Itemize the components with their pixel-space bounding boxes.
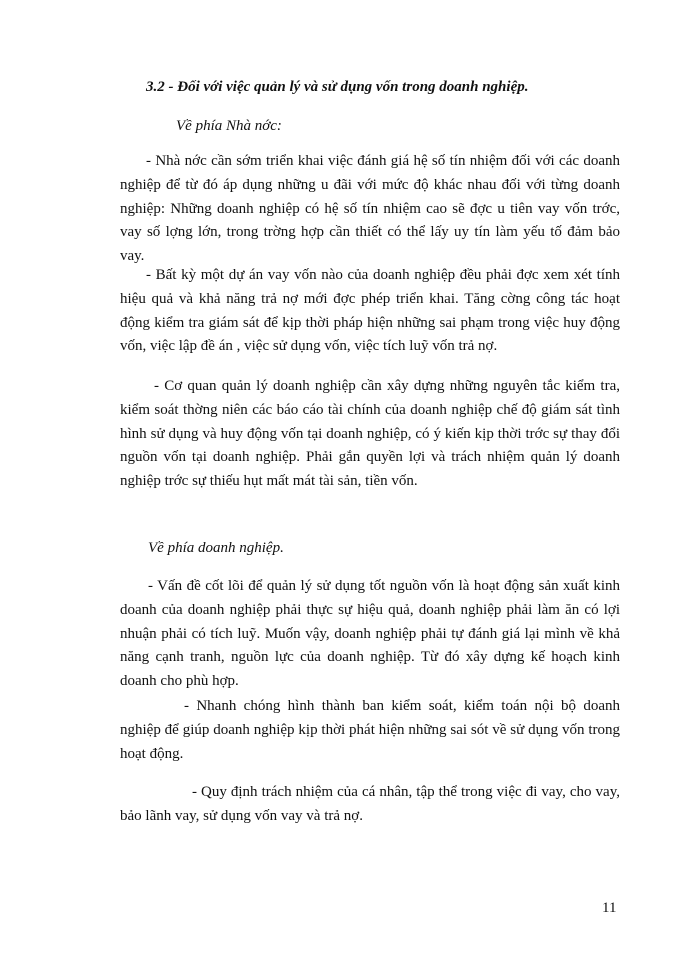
paragraph-enterprise-2: - Nhanh chóng hình thành ban kiểm soát, kiểm toán nội bộ doanh nghiệp để giúp doanh nghiệp kịp thời phát hiện những sai sót về sử dụng vốn trong hoạt động. xyxy=(120,698,620,762)
page-number: 11 xyxy=(602,900,617,916)
section-heading: 3.2 - Đối với việc quản lý và sử dụng vốn trong doanh nghiệp. xyxy=(146,79,529,95)
paragraph-enterprise-1: - Vấn đề cốt lõi để quản lý sử dụng tốt nguồn vốn là hoạt động sản xuất kinh doanh của doanh nghiệp phải thực sự hiệu quả, doanh nghiệp phải làm ăn có lợi nhuận phải có tích luỹ. Muốn vậy, doanh nghiệp phải tự đánh giá lại mình về khả năng cạnh tranh, nguồn lực của doanh nghiệp. Từ đó xây dựng kế hoạch kinh doanh cho phù hợp. xyxy=(120,578,620,690)
subsection-title-state: Về phía Nhà nớc: xyxy=(176,118,282,134)
paragraph-state-3: - Cơ quan quản lý doanh nghiệp cần xây dựng những nguyên tắc kiểm tra, kiểm soát thờng niên các báo cáo tài chính của doanh nghiệp chế độ giám sát tình hình sử dụng và huy động vốn tại doanh nghiệp, có ý kiến kịp thời trớc sự thay đổi nguồn vốn tại doanh nghiệp. Phải gắn quyền lợi và trách nhiệm quản lý doanh nghiệp trớc sự thiếu hụt mất mát tài sản, tiền vốn. xyxy=(120,378,620,490)
paragraph-enterprise-3: - Quy định trách nhiệm của cá nhân, tập thể trong việc đi vay, cho vay, bảo lãnh vay, sử dụng vốn vay và trả nợ. xyxy=(120,784,620,824)
paragraph-state-2: - Bất kỳ một dự án vay vốn nào của doanh nghiệp đều phải đợc xem xét tính hiệu quả và khả năng trả nợ mới đợc phép triển khai. Tăng cờng công tác hoạt động kiểm tra giám sát để kịp thời pháp hiện những sai phạm trong việc huy động vốn, việc lập đề án , việc sử dụng vốn, việc tích luỹ vốn trả nợ. xyxy=(120,267,620,355)
subsection-title-enterprise: Về phía doanh nghiệp. xyxy=(148,540,284,556)
paragraph-state-1: - Nhà nớc cần sớm triển khai việc đánh giá hệ số tín nhiệm đối với các doanh nghiệp để từ đó áp dụng những u đãi với mức độ khác nhau đối với từng doanh nghiệp: Những doanh nghiệp có hệ số tín nhiệm cao sẽ đợc u tiên vay vốn trớc, vay số lợng lớn, trong trờng hợp cần thiết có thể lấy uy tín làm yếu tố đảm bảo vay. xyxy=(120,153,620,265)
